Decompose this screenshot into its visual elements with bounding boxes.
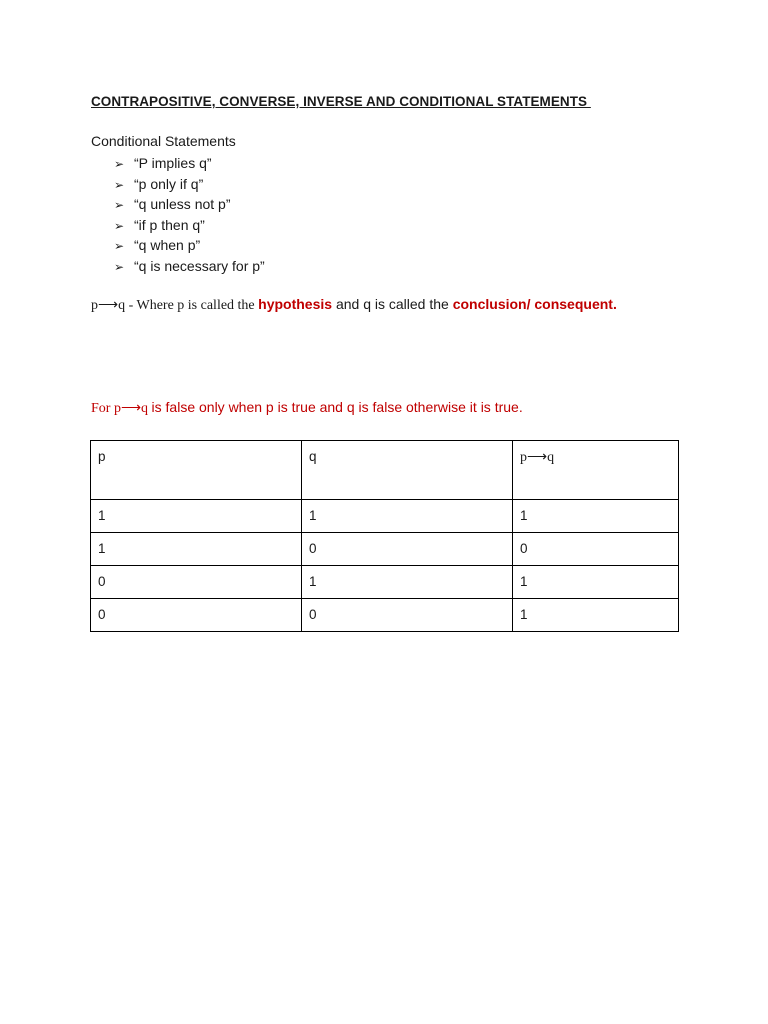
table-row bbox=[91, 533, 679, 566]
arrow-bullet-icon: ➢ bbox=[114, 239, 125, 253]
table-cell: 1 bbox=[513, 599, 679, 632]
note-text: is false only when p is true and q is false otherwise it is true. bbox=[151, 399, 523, 415]
truth-table bbox=[90, 440, 679, 632]
table-cell: 0 bbox=[302, 533, 513, 566]
table-cell: 1 bbox=[513, 500, 679, 533]
table-cell: 1 bbox=[302, 500, 513, 533]
column-header-implication: p⟶q bbox=[513, 441, 679, 500]
table-row bbox=[91, 566, 679, 599]
table-header-row bbox=[91, 441, 679, 500]
list-item-text: “if p then q” bbox=[134, 216, 205, 233]
arrow-bullet-icon: ➢ bbox=[114, 177, 125, 192]
table-row bbox=[91, 500, 679, 533]
hypothesis-term: hypothesis bbox=[258, 296, 333, 312]
definition-middle: and q is called the bbox=[332, 296, 453, 312]
list-item-text: “p only if q” bbox=[134, 175, 204, 192]
list-item bbox=[114, 174, 265, 195]
list-item-text: “q is necessary for p” bbox=[134, 257, 265, 274]
arrow-bullet-icon: ➢ bbox=[114, 218, 125, 233]
list-item bbox=[114, 215, 265, 236]
list-item-text: “P implies q” bbox=[134, 155, 212, 171]
column-header-q: q bbox=[302, 441, 513, 500]
conclusion-term: conclusion/ consequent. bbox=[452, 296, 617, 312]
page-title: CONTRAPOSITIVE, CONVERSE, INVERSE AND CONDITIONAL STATEMENTS bbox=[91, 94, 591, 109]
arrow-bullet-icon: ➢ bbox=[114, 259, 125, 274]
section-heading: Conditional Statements bbox=[91, 133, 236, 149]
list-item bbox=[114, 153, 265, 174]
definition-line bbox=[91, 296, 617, 314]
arrow-bullet-icon: ➢ bbox=[114, 198, 125, 212]
table-cell: 1 bbox=[91, 533, 302, 566]
list-item-text: “q when p” bbox=[134, 237, 201, 253]
definition-prefix: p⟶q - Where p is called the bbox=[91, 298, 259, 313]
table-row bbox=[91, 599, 679, 632]
table-cell: 0 bbox=[513, 533, 679, 566]
list-item bbox=[114, 256, 265, 277]
table-cell: 1 bbox=[91, 500, 302, 533]
table-cell: 1 bbox=[302, 566, 513, 599]
table-cell: 0 bbox=[91, 566, 302, 599]
table-cell: 0 bbox=[302, 599, 513, 632]
table-cell: 0 bbox=[91, 599, 302, 632]
column-header-p: p bbox=[91, 441, 302, 500]
note-prefix: For p⟶q bbox=[91, 401, 152, 416]
truth-note bbox=[91, 399, 523, 417]
bullet-list bbox=[114, 153, 265, 276]
table-cell: 1 bbox=[513, 566, 679, 599]
list-item bbox=[114, 194, 265, 215]
arrow-bullet-icon: ➢ bbox=[114, 157, 125, 171]
list-item-text: “q unless not p” bbox=[134, 196, 231, 212]
list-item bbox=[114, 235, 265, 256]
